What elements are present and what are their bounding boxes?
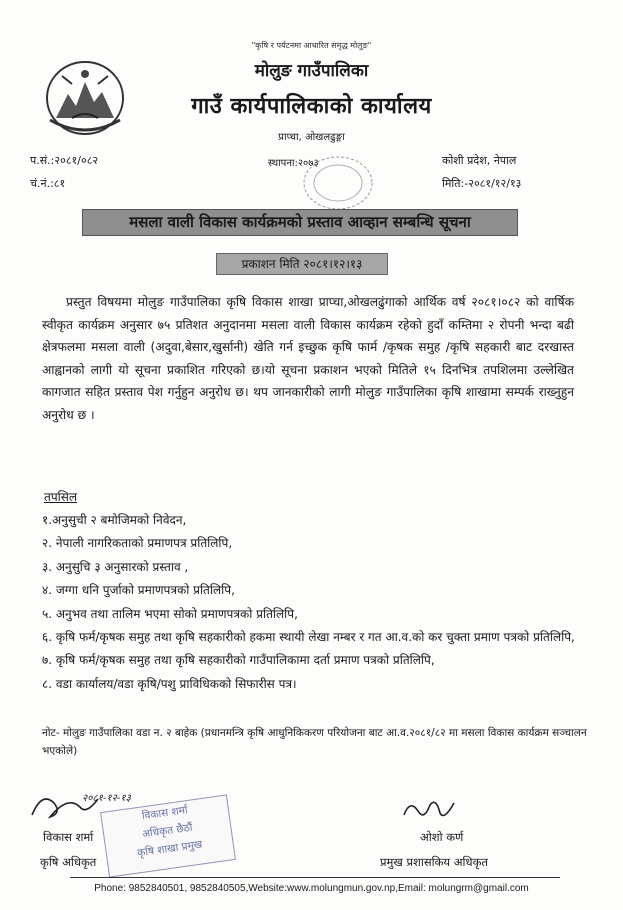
stamp-line: विकास शर्मा: [141, 804, 189, 823]
note: नोट- मोलुङ गाउँपालिका वडा न. २ बाहेक (प्रधानमन्त्रि कृषि आधुनिकिकरण परियोजना बाट आ.व.२०८१/८२ मा मसला विकास कार्यक्रम सञ्चालन भएकोले): [42, 727, 587, 757]
signatory-right-role: प्रमुख प्रशासकिय अधिकृत: [380, 855, 488, 869]
list-item: ४. जग्गा धनि पुर्जाको प्रमाणपत्रको प्रतिलिपि,: [42, 583, 235, 598]
province: कोशी प्रदेश, नेपाल: [442, 154, 517, 167]
signatory-left-name: विकास शर्मा: [43, 830, 94, 844]
office-name: मोलुङ गाउँपालिका: [254, 61, 369, 81]
established-year: स्थापना:२०७३: [268, 158, 319, 169]
document-list: [42, 509, 582, 696]
publication-date: प्रकाशन मिति २०८१।१२।१३: [216, 253, 388, 275]
ref-chalani-number: चं.नं.:८१: [30, 177, 66, 190]
signatory-left-role: कृषि अधिकृत: [40, 855, 97, 869]
footer-divider: [70, 877, 560, 878]
list-item: ६. कृषि फर्म/कृषक समुह तथा कृषि सहकारीको हकमा स्थायी लेखा नम्बर र गत आ.व.को कर चुक्ता प्रमाण पत्रको प्रतिलिपि,: [42, 630, 575, 645]
tagline: "कृषि र पर्यटनमा आधारित समृद्ध मोलुङ": [251, 41, 372, 50]
footer-contact: Phone: 9852840501, 9852840505,Website:www.molungmun.gov.np,Email: molungrm@gmail.com: [94, 883, 529, 894]
list-title: तपसिल: [44, 490, 78, 504]
list-item: ७. कृषि फर्म/कृषक समुह तथा कृषि सहकारीको गाउँपालिकामा दर्ता प्रमाण पत्रको प्रतिलिपि,: [42, 653, 435, 668]
list-item: १.अनुसुची २ बमोजिमको निवेदन,: [42, 513, 187, 527]
ref-patra-number: प.सं.:२०८१/०८२: [30, 154, 99, 167]
office-title: गाउँ कार्यपालिकाको कार्यालय: [191, 94, 432, 119]
notice-title: मसला वाली विकास कार्यक्रमको प्रस्ताव आव्हान सम्बन्धि सूचना: [82, 209, 518, 236]
signature-right-icon: [400, 795, 460, 825]
list-item: ३. अनुसुचि ३ अनुसारको प्रस्ताव ,: [42, 559, 189, 574]
issue-date: मिति:-२०८१/१२/१३: [442, 177, 522, 190]
stamp-line: अधिकृत छैठौं: [141, 821, 194, 841]
notice-body: प्रस्तुत विषयमा मोलुङ गाउँपालिका कृषि विकास शाखा प्राप्चा,ओखलढुंगाको आर्थिक वर्ष २०८१।०८२ को वार्षिक स्वीकृत कार्यक्रम अनुसार ७५ प्रतिशत अनुदानमा मसला वाली विकास कार्यक्रम रहेको हुदाँ कम्तिमा २ रोपनी भन्दा बढी क्षेत्रफलमा मसला वाली (अदुवा,बेसार,खुर्सानी) खेति गर्न इच्छुक कृषि फार्म /कृषक समुह /कृषि सहकारी बाट दरखास्त आह्वानको लागी यो सूचना प्रकाशित गरिएको छ।यो सूचना प्रकाशन भएको मितिले १५ दिनभित्र तपशिलमा उल्लेखित कागजात सहित प्रस्ताव पेश गर्नुहुन अनुरोध छ। थप जानकारीको लागी मोलुङ गाउँपालिका कृषि शाखामा सम्पर्क राख्नुहुन अनुरोध छ ।: [42, 295, 574, 422]
list-item: ५. अनुभव तथा तालिम भएमा सोको प्रमाणपत्रको प्रतिलिपि,: [42, 606, 298, 621]
office-address: प्राप्चा, ओखलढुङ्गा: [278, 132, 345, 143]
list-item: ८. वडा कार्यालय/वडा कृषि/पशु प्राविधिकको सिफारीस पत्र।: [42, 676, 297, 691]
signature-date: २०८१-१२-१३: [82, 793, 131, 804]
signatory-right-name: ओशो कर्ण: [420, 830, 464, 844]
stamp-line: कृषि शाखा प्रमुख: [136, 838, 204, 860]
faded-stamp-icon: [278, 145, 388, 215]
list-item: २. नेपाली नागरिकताको प्रमाणपत्र प्रतिलिपि,: [42, 536, 233, 551]
